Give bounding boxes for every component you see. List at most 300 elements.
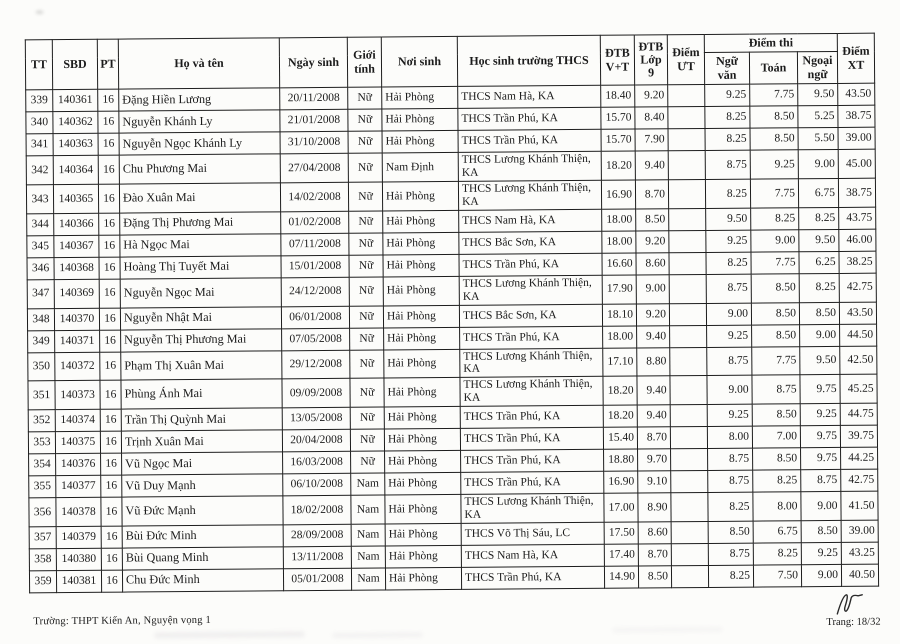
cell-pt: 16 [99, 235, 120, 257]
cell-diem-xt: 45.00 [838, 149, 875, 178]
cell-ngu-van: 8.25 [708, 565, 753, 587]
cell-ngoai-ngu: 9.25 [800, 404, 840, 426]
cell-birthplace: Hải Phòng [383, 232, 459, 255]
cell-dob: 01/02/2008 [281, 211, 349, 234]
cell-sbd: 140364 [53, 156, 98, 185]
cell-birthplace: Nam Định [382, 153, 458, 182]
cell-diem-ut [668, 129, 705, 151]
cell-dtb-lop9: 8.70 [635, 180, 668, 209]
cell-sbd: 140380 [56, 548, 101, 570]
cell-dob: 31/10/2008 [280, 132, 348, 155]
cell-diem-xt: 43.25 [841, 542, 878, 564]
cell-ngu-van: 9.00 [706, 303, 751, 325]
cell-pt: 16 [101, 570, 122, 592]
header-name: Họ và tên [118, 38, 279, 90]
cell-ngu-van: 8.25 [705, 179, 750, 208]
cell-diem-xt: 39.75 [840, 425, 877, 447]
cell-sbd: 140375 [55, 431, 100, 453]
cell-dob: 07/11/2008 [281, 233, 349, 256]
cell-gender: Nữ [348, 182, 382, 211]
header-dob: Ngày sinh [279, 37, 347, 88]
cell-diem-xt: 42.75 [841, 469, 878, 491]
cell-dob: 16/03/2008 [283, 451, 351, 474]
cell-dtb-lop9: 9.20 [636, 231, 669, 253]
cell-tt: 349 [28, 330, 55, 352]
cell-gender: Nữ [350, 378, 384, 407]
cell-name: Vũ Duy Mạnh [122, 474, 283, 497]
cell-school: THCS Bắc Sơn, KA [459, 304, 602, 327]
cell-gender: Nam [351, 568, 385, 590]
scan-bleedthrough [154, 631, 304, 638]
cell-ngu-van: 8.25 [706, 252, 751, 274]
cell-birthplace: Hải Phòng [384, 406, 460, 429]
cell-sbd: 140366 [54, 213, 99, 235]
cell-diem-ut [671, 493, 708, 522]
cell-ngu-van: 8.25 [705, 106, 750, 128]
cell-ngoai-ngu: 9.00 [800, 324, 840, 346]
cell-ngu-van: 8.75 [707, 347, 752, 376]
cell-dtb-vt: 18.20 [601, 151, 635, 180]
scan-smudge [36, 10, 44, 14]
cell-dtb-vt: 14.90 [604, 566, 638, 588]
header-ngoai-ngu: Ngoại ngữ [797, 52, 837, 84]
cell-gender: Nữ [350, 328, 384, 350]
cell-school: THCS Trần Phú, KA [458, 108, 601, 131]
cell-birthplace: Hải Phòng [383, 276, 459, 305]
cell-gender: Nữ [349, 233, 383, 255]
cell-gender: Nam [351, 473, 385, 495]
cell-dtb-lop9: 9.10 [638, 471, 671, 493]
cell-tt: 359 [29, 570, 56, 592]
cell-dtb-vt: 18.10 [602, 304, 636, 326]
cell-toan: 8.50 [751, 302, 799, 324]
cell-toan: 7.75 [750, 84, 798, 106]
cell-diem-xt: 41.50 [841, 491, 878, 520]
cell-tt: 344 [27, 213, 54, 235]
cell-gender: Nữ [350, 429, 384, 451]
cell-dob: 20/11/2008 [280, 88, 348, 111]
cell-school: THCS Trần Phú, KA [460, 427, 603, 450]
cell-diem-xt: 43.50 [838, 83, 875, 105]
cell-tt: 341 [26, 134, 53, 156]
cell-ngoai-ngu: 9.25 [801, 542, 841, 564]
cell-ngoai-ngu: 9.75 [801, 447, 841, 469]
cell-diem-xt: 46.00 [839, 229, 876, 251]
cell-dtb-lop9: 7.90 [635, 129, 668, 151]
cell-pt: 16 [100, 431, 121, 453]
cell-dtb-vt: 16.90 [601, 180, 635, 209]
cell-ngoai-ngu: 8.25 [799, 273, 839, 302]
cell-ngoai-ngu: 9.50 [798, 84, 838, 106]
cell-name: Trần Thị Quỳnh Mai [121, 408, 282, 431]
scan-bleedthrough [612, 627, 722, 633]
cell-toan: 8.00 [753, 492, 801, 521]
cell-tt: 342 [26, 156, 53, 185]
cell-name: Trịnh Xuân Mai [121, 430, 282, 453]
scan-bleedthrough [332, 632, 422, 638]
cell-tt: 358 [29, 548, 56, 570]
cell-pt: 16 [99, 308, 120, 330]
cell-birthplace: Hải Phòng [384, 327, 460, 350]
cell-pt: 16 [100, 380, 121, 409]
cell-birthplace: Hải Phòng [384, 428, 460, 451]
cell-pt: 16 [101, 526, 122, 548]
cell-dtb-lop9: 9.40 [635, 151, 668, 180]
cell-school: THCS Nam Hà, KA [461, 544, 604, 567]
cell-dtb-vt: 17.10 [603, 348, 637, 377]
cell-dob: 14/02/2008 [280, 182, 348, 211]
cell-sbd: 140378 [56, 497, 101, 526]
cell-birthplace: Hải Phòng [384, 378, 460, 407]
cell-toan: 6.75 [753, 521, 801, 543]
cell-ngoai-ngu: 8.75 [801, 469, 841, 491]
cell-name: Vũ Ngọc Mai [122, 452, 283, 475]
cell-toan: 8.50 [751, 274, 799, 303]
cell-name: Hoàng Thị Tuyết Mai [120, 256, 281, 279]
cell-sbd: 140371 [55, 330, 100, 352]
cell-tt: 355 [29, 476, 56, 498]
cell-pt: 16 [100, 352, 121, 381]
cell-birthplace: Hải Phòng [385, 545, 461, 568]
cell-gender: Nữ [348, 153, 382, 182]
cell-sbd: 140373 [55, 381, 100, 410]
header-toan: Toán [749, 52, 797, 84]
cell-toan: 8.50 [753, 448, 801, 470]
cell-diem-ut [668, 180, 705, 209]
cell-name: Đặng Thị Phương Mai [120, 212, 281, 235]
cell-dob: 06/01/2008 [281, 306, 349, 329]
cell-sbd: 140361 [53, 90, 98, 112]
cell-diem-ut [670, 405, 707, 427]
cell-ngu-van: 9.00 [707, 375, 752, 404]
cell-tt: 346 [27, 257, 54, 279]
cell-name: Chu Phương Mai [119, 154, 280, 184]
cell-diem-xt: 38.25 [839, 251, 876, 273]
table-header [25, 33, 874, 90]
cell-birthplace: Hải Phòng [382, 131, 458, 154]
cell-sbd: 140379 [56, 526, 101, 548]
cell-diem-ut [669, 303, 706, 325]
cell-diem-ut [671, 565, 708, 587]
cell-gender: Nam [351, 524, 385, 546]
cell-dtb-vt: 15.70 [601, 107, 635, 129]
cell-diem-ut [670, 427, 707, 449]
cell-gender: Nữ [349, 255, 383, 277]
cell-ngu-van: 8.75 [708, 543, 753, 565]
cell-school: THCS Lương Khánh Thiện, KA [458, 152, 601, 182]
cell-dob: 28/09/2008 [283, 524, 351, 547]
cell-pt: 16 [98, 155, 119, 184]
cell-diem-xt: 45.25 [840, 374, 877, 403]
cell-dtb-vt: 18.80 [604, 449, 638, 471]
cell-diem-ut [669, 252, 706, 274]
cell-dtb-vt: 18.00 [603, 326, 637, 348]
cell-sbd: 140370 [54, 308, 99, 330]
cell-ngu-van: 9.25 [706, 230, 751, 252]
cell-diem-xt: 38.75 [838, 178, 875, 207]
cell-gender: Nam [351, 546, 385, 568]
cell-school: THCS Lương Khánh Thiện, KA [460, 377, 603, 407]
header-diem-thi: Điểm thi [704, 33, 837, 52]
cell-toan: 7.75 [752, 346, 800, 375]
cell-toan: 7.00 [752, 426, 800, 448]
cell-dtb-lop9: 8.60 [638, 522, 671, 544]
cell-diem-xt: 39.00 [841, 520, 878, 542]
cell-pt: 16 [101, 497, 122, 526]
cell-dtb-lop9: 8.90 [638, 493, 671, 522]
header-ngu-van: Ngữ văn [704, 53, 749, 85]
cell-ngoai-ngu: 8.50 [801, 520, 841, 542]
cell-diem-xt: 43.50 [839, 302, 876, 324]
header-diem-xt: Điểm XT [837, 33, 874, 84]
cell-dob: 27/04/2008 [280, 154, 348, 183]
cell-name: Nguyễn Nhật Mai [120, 306, 281, 329]
cell-toan: 8.50 [752, 404, 800, 426]
cell-dtb-vt: 17.00 [604, 493, 638, 522]
cell-sbd: 140365 [53, 184, 98, 213]
cell-sbd: 140376 [56, 453, 101, 475]
cell-school: THCS Bắc Sơn, KA [459, 231, 602, 254]
cell-dob: 05/01/2008 [283, 568, 351, 591]
cell-dtb-vt: 16.90 [604, 471, 638, 493]
cell-name: Chu Đức Minh [122, 569, 283, 592]
cell-pt: 16 [98, 89, 119, 111]
cell-birthplace: Hải Phòng [385, 494, 461, 523]
cell-dob: 20/04/2008 [282, 429, 350, 452]
cell-diem-xt: 40.50 [841, 564, 878, 586]
cell-gender: Nữ [349, 306, 383, 328]
cell-dtb-vt: 17.40 [604, 544, 638, 566]
cell-pt: 16 [101, 475, 122, 497]
cell-birthplace: Hải Phòng [384, 349, 460, 378]
cell-dtb-vt: 18.20 [603, 376, 637, 405]
cell-school: THCS Trần Phú, KA [460, 405, 603, 428]
cell-ngu-van: 8.75 [706, 274, 751, 303]
cell-name: Phùng Ánh Mai [121, 379, 282, 409]
cell-ngoai-ngu: 8.25 [799, 207, 839, 229]
cell-diem-xt: 42.50 [840, 346, 877, 375]
cell-ngu-van: 8.75 [708, 470, 753, 492]
cell-birthplace: Hải Phòng [385, 450, 461, 473]
cell-birthplace: Hải Phòng [385, 472, 461, 495]
cell-sbd: 140381 [56, 570, 101, 592]
cell-sbd: 140369 [54, 279, 99, 308]
cell-ngu-van: 8.25 [708, 492, 753, 521]
cell-diem-ut [670, 325, 707, 347]
cell-diem-xt: 44.25 [841, 447, 878, 469]
cell-gender: Nữ [351, 451, 385, 473]
cell-toan: 8.50 [752, 324, 800, 346]
cell-dtb-lop9: 9.40 [637, 325, 670, 347]
cell-school: THCS Trần Phú, KA [459, 253, 602, 276]
cell-dtb-lop9: 9.20 [635, 85, 668, 107]
cell-diem-xt: 43.75 [839, 207, 876, 229]
cell-pt: 16 [98, 133, 119, 155]
cell-dtb-vt: 15.40 [603, 427, 637, 449]
cell-ngoai-ngu: 5.25 [798, 106, 838, 128]
cell-dtb-lop9: 8.50 [638, 566, 671, 588]
cell-dob: 18/02/2008 [283, 495, 351, 524]
cell-sbd: 140362 [53, 112, 98, 134]
cell-birthplace: Hải Phòng [383, 210, 459, 233]
cell-dtb-lop9: 8.40 [635, 107, 668, 129]
cell-sbd: 140377 [56, 475, 101, 497]
cell-gender: Nữ [349, 211, 383, 233]
cell-dtb-vt: 18.20 [603, 405, 637, 427]
cell-dob: 06/10/2008 [283, 473, 351, 496]
cell-gender: Nữ [349, 277, 383, 306]
cell-birthplace: Hải Phòng [383, 254, 459, 277]
cell-school: THCS Lương Khánh Thiện, KA [461, 493, 604, 523]
cell-dob: 13/11/2008 [283, 546, 351, 569]
cell-name: Nguyễn Ngọc Mai [120, 278, 281, 308]
cell-school: THCS Nam Hà, KA [458, 86, 601, 109]
cell-dtb-lop9: 8.80 [637, 347, 670, 376]
cell-name: Bùi Đức Minh [122, 525, 283, 548]
cell-dtb-vt: 16.60 [602, 253, 636, 275]
cell-toan: 9.25 [750, 150, 798, 179]
cell-school: THCS Trần Phú, KA [461, 471, 604, 494]
cell-tt: 339 [26, 90, 53, 112]
cell-dtb-lop9: 9.20 [636, 303, 669, 325]
cell-name: Vũ Đức Mạnh [122, 496, 283, 526]
cell-dob: 13/05/2008 [282, 407, 350, 430]
cell-sbd: 140367 [54, 235, 99, 257]
cell-pt: 16 [99, 279, 120, 308]
cell-tt: 347 [27, 279, 54, 308]
cell-ngu-van: 8.50 [708, 521, 753, 543]
cell-dob: 21/01/2008 [280, 110, 348, 133]
cell-gender: Nữ [348, 87, 382, 109]
cell-toan: 8.75 [752, 375, 800, 404]
cell-dtb-vt: 15.70 [601, 129, 635, 151]
cell-dtb-vt: 18.00 [602, 209, 636, 231]
cell-sbd: 140363 [53, 134, 98, 156]
signature-icon [834, 594, 864, 616]
header-tt: TT [25, 40, 52, 91]
cell-birthplace: Hải Phòng [385, 523, 461, 546]
cell-ngoai-ngu: 5.50 [798, 128, 838, 150]
cell-dob: 15/01/2008 [281, 255, 349, 278]
student-rows [26, 83, 879, 592]
cell-gender: Nam [351, 495, 385, 524]
cell-school: THCS Nam Hà, KA [459, 209, 602, 232]
header-diem-ut: Điểm ƯT [667, 34, 704, 85]
cell-diem-ut [670, 376, 707, 405]
cell-ngu-van: 9.25 [707, 404, 752, 426]
cell-gender: Nữ [350, 407, 384, 429]
cell-school: THCS Lương Khánh Thiện, KA [458, 180, 601, 210]
cell-pt: 16 [101, 453, 122, 475]
cell-pt: 16 [100, 330, 121, 352]
cell-pt: 16 [101, 548, 122, 570]
cell-toan: 9.00 [751, 230, 799, 252]
cell-toan: 8.25 [753, 543, 801, 565]
cell-gender: Nữ [348, 131, 382, 153]
cell-tt: 357 [29, 526, 56, 548]
cell-diem-ut [669, 274, 706, 303]
cell-ngu-van: 8.75 [705, 150, 750, 179]
cell-diem-ut [671, 521, 708, 543]
cell-tt: 345 [27, 235, 54, 257]
cell-diem-ut [671, 471, 708, 493]
cell-name: Đào Xuân Mai [119, 183, 280, 213]
cell-tt: 352 [28, 410, 55, 432]
score-table [25, 33, 879, 593]
cell-tt: 340 [26, 112, 53, 134]
cell-dtb-lop9: 9.70 [638, 449, 671, 471]
cell-diem-ut [671, 543, 708, 565]
cell-gender: Nữ [348, 109, 382, 131]
footer-school-line: Trường: THPT Kiến An, Nguyện vọng 1 [33, 614, 212, 628]
cell-school: THCS Trần Phú, KA [460, 326, 603, 349]
cell-ngoai-ngu: 9.00 [798, 150, 838, 179]
header-dtb-lop9: ĐTB Lớp 9 [634, 35, 667, 86]
cell-name: Đặng Hiền Lương [119, 88, 280, 111]
cell-toan: 7.50 [753, 565, 801, 587]
cell-diem-ut [668, 85, 705, 107]
cell-dtb-lop9: 9.40 [637, 405, 670, 427]
cell-dtb-lop9: 8.50 [636, 209, 669, 231]
cell-dtb-vt: 18.00 [602, 231, 636, 253]
header-gender: Giới tính [347, 37, 381, 88]
cell-school: THCS Trần Phú, KA [458, 130, 601, 153]
cell-dtb-lop9: 8.70 [638, 544, 671, 566]
cell-school: THCS Lương Khánh Thiện, KA [460, 348, 603, 378]
cell-school: THCS Lương Khánh Thiện, KA [459, 275, 602, 305]
cell-school: THCS Trần Phú, KA [461, 566, 604, 589]
cell-birthplace: Hải Phòng [385, 567, 461, 590]
cell-diem-xt: 42.75 [839, 273, 876, 302]
cell-school: THCS Trần Phú, KA [461, 449, 604, 472]
cell-toan: 8.25 [751, 208, 799, 230]
cell-ngu-van: 8.75 [708, 448, 753, 470]
header-sbd: SBD [52, 39, 97, 90]
cell-pt: 16 [99, 257, 120, 279]
cell-ngoai-ngu: 6.75 [798, 179, 838, 208]
cell-ngoai-ngu: 9.00 [801, 491, 841, 520]
header-pt: PT [97, 39, 118, 89]
cell-ngoai-ngu: 9.75 [800, 425, 840, 447]
cell-diem-xt: 38.75 [838, 105, 875, 127]
page-number-label: Trang: 18/32 [826, 616, 881, 629]
cell-diem-xt: 44.75 [840, 403, 877, 425]
cell-pt: 16 [100, 409, 121, 431]
cell-toan: 8.50 [750, 128, 798, 150]
cell-diem-ut [668, 107, 705, 129]
cell-sbd: 140368 [54, 257, 99, 279]
cell-gender: Nữ [350, 350, 384, 379]
cell-dtb-vt: 17.90 [602, 275, 636, 304]
cell-toan: 8.25 [753, 470, 801, 492]
cell-ngoai-ngu: 9.00 [801, 564, 841, 586]
cell-tt: 354 [29, 454, 56, 476]
cell-name: Phạm Thị Xuân Mai [121, 350, 282, 380]
cell-ngu-van: 8.00 [707, 426, 752, 448]
cell-diem-ut [670, 347, 707, 376]
header-dtb-vt: ĐTB V+T [600, 35, 634, 86]
cell-diem-ut [669, 230, 706, 252]
cell-tt: 353 [28, 432, 55, 454]
cell-diem-ut [669, 208, 706, 230]
cell-diem-xt: 39.00 [838, 127, 875, 149]
cell-ngoai-ngu: 8.50 [799, 302, 839, 324]
cell-tt: 343 [26, 185, 53, 214]
cell-ngu-van: 9.25 [705, 84, 750, 106]
cell-dtb-lop9: 9.40 [637, 376, 670, 405]
cell-sbd: 140374 [55, 409, 100, 431]
cell-toan: 7.75 [751, 252, 799, 274]
